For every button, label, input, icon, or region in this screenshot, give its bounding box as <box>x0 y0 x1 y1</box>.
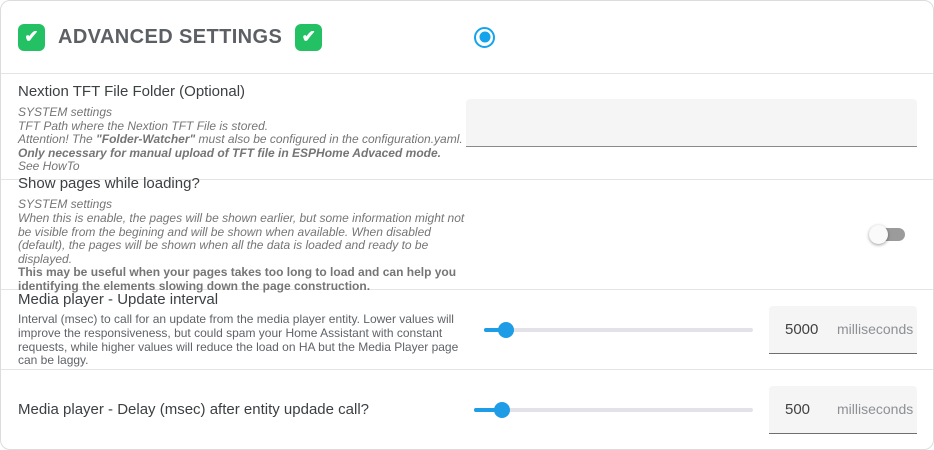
show-pages-title: Show pages while loading? <box>18 175 200 193</box>
show-pages-text <box>1 175 466 293</box>
tft-desc-attention: Attention! The "Folder-Watcher" must also be configured in the configuration.yaml. <box>18 132 463 147</box>
page-title: ADVANCED SETTINGS <box>58 25 283 48</box>
delay-title: Media player - Delay (msec) after entity updade call? <box>18 401 369 418</box>
show-pages-desc-body: When this is enable, the pages will be shown earlier, but some information might not be visible from the begining and will be shown when available. When disabled (default), the pages will be shown when all the data is loaded and ready to be displayed. <box>18 211 465 266</box>
radio-button-selected[interactable] <box>474 27 495 48</box>
delay-text <box>1 401 458 418</box>
delay-unit-label: milliseconds <box>837 401 914 417</box>
slider-knob-icon[interactable] <box>498 322 514 338</box>
tft-desc-system: SYSTEM settings <box>18 105 113 119</box>
tft-folder-title: Nextion TFT File Folder (Optional) <box>18 83 246 100</box>
slider-track <box>474 408 753 412</box>
checkbox-checked-icon[interactable]: ✔ <box>295 24 322 51</box>
slider-knob-icon[interactable] <box>494 402 510 418</box>
toggle-knob-icon <box>869 225 888 244</box>
slider-track <box>484 328 753 332</box>
show-pages-toggle[interactable] <box>871 225 905 245</box>
delay-slider[interactable] <box>474 401 753 419</box>
delay-value-input[interactable] <box>785 401 837 418</box>
tft-desc-only-necessary: Only necessary for manual upload of TFT file in ESPHome Advaced mode. <box>18 145 441 160</box>
tft-desc-see-howto-link[interactable]: See HowTo <box>18 159 80 174</box>
update-interval-unit-label: milliseconds <box>837 321 914 337</box>
update-interval-value-box <box>769 306 917 354</box>
show-pages-desc-system: SYSTEM settings <box>18 197 113 212</box>
tft-desc-path: TFT Path where the Nextion TFT File is stored. <box>18 118 269 133</box>
tft-folder-text <box>1 74 466 174</box>
radio-dot-icon <box>479 32 490 43</box>
update-interval-title: Media player - Update interval <box>18 291 219 309</box>
delay-value-box <box>769 386 917 434</box>
update-interval-value-input[interactable] <box>785 321 837 338</box>
settings-row-update-interval <box>1 290 933 370</box>
settings-row-show-pages <box>1 175 933 293</box>
settings-row-delay <box>1 370 933 449</box>
update-interval-desc: Interval (msec) to call for an update from the media player entity. Lower values will improve the responsiveness, but could spam your Home Assistant with constant requests, while higher values will reduce the load on HA but the Media Player page can be laggy. <box>18 312 459 368</box>
update-interval-slider[interactable] <box>484 321 753 339</box>
show-pages-desc-bold: This may be useful when your pages takes too long to load and can help you identifying the elements slowing down the page construction. <box>18 265 457 293</box>
tft-folder-input[interactable] <box>466 99 917 147</box>
settings-row-tft-folder <box>1 74 933 180</box>
header <box>1 1 933 74</box>
update-interval-text <box>1 291 468 367</box>
checkbox-checked-icon[interactable]: ✔ <box>18 24 45 51</box>
